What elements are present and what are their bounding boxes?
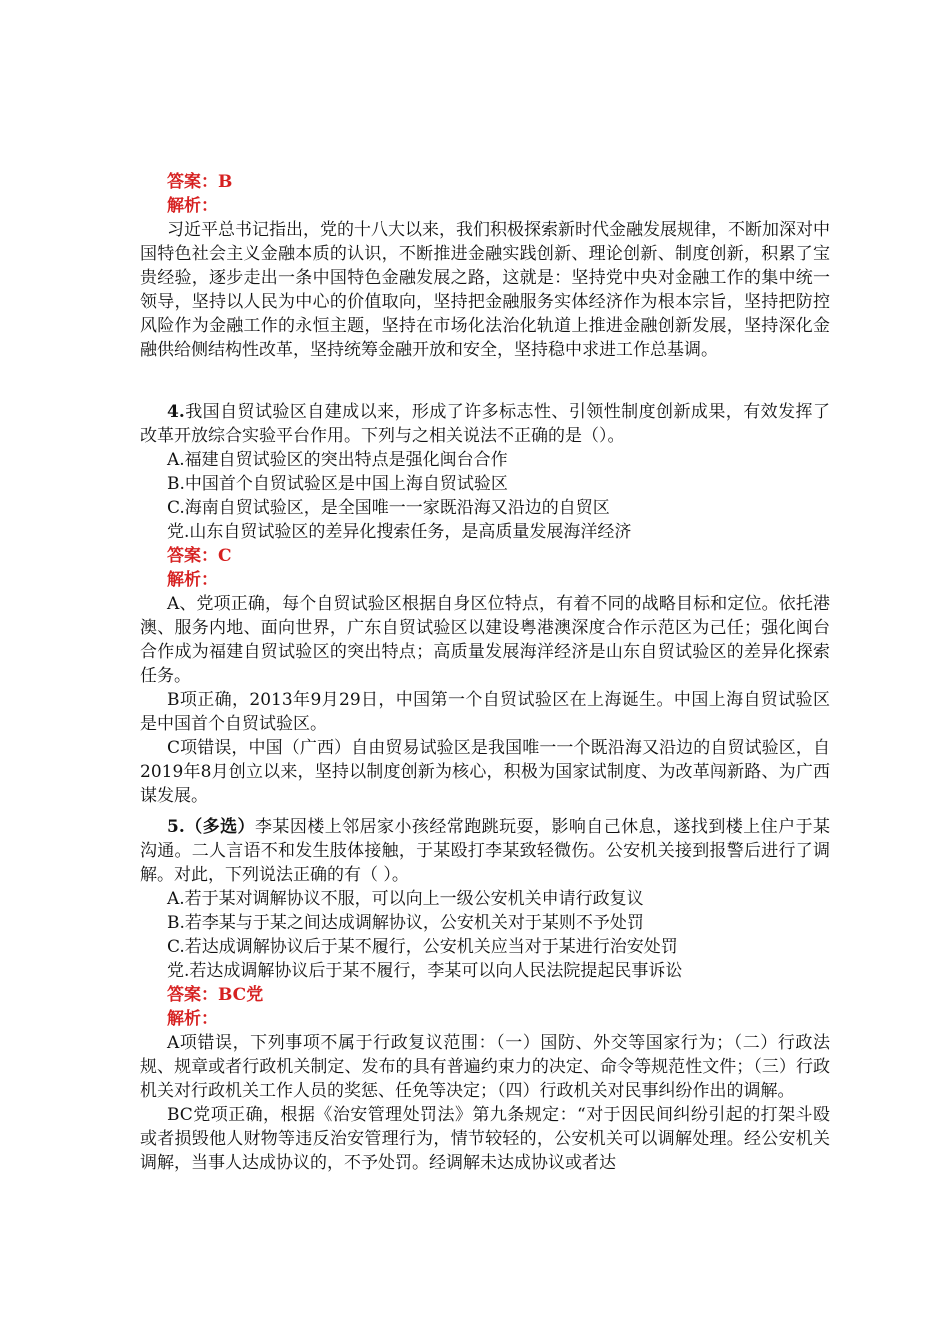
q4-option-c: C.海南自贸试验区，是全国唯一一家既沿海又沿边的自贸区 [167,498,610,518]
question-4 [140,400,830,808]
q3-answer-section [140,170,830,362]
q4-number: 4. [167,402,185,422]
q4-option-b: B.中国首个自贸试验区是中国上海自贸试验区 [167,474,508,494]
q4-stem [140,400,830,448]
q5-stem-text: 李某因楼上邻居家小孩经常跑跳玩耍，影响自己休息，遂找到楼上住户于某沟通。二人言语不和发生肢体接触，于某殴打李某致轻微伤。公安机关接到报警后进行了调解。对此，下列说法正确的有（ ）。 [140,817,831,885]
q5-option-c: C.若达成调解协议后于某不履行，公安机关应当对于某进行治安处罚 [167,937,678,957]
q4-analysis-para-a: A、党项正确，每个自贸试验区根据自身区位特点，有着不同的战略目标和定位。依托港澳、服务内地、面向世界，广东自贸试验区以建设粤港澳深度合作示范区为己任；强化闽台合作成为福建自贸试验区的突出特点；高质量发展海洋经济是山东自贸试验区的差异化探索任务。 [140,594,830,686]
q3-analysis-label: 解析： [167,196,218,216]
q5-tag: （多选） [184,817,255,837]
q5-analysis-label: 解析： [167,1009,218,1029]
q4-analysis-para-c: C项错误，中国（广西）自由贸易试验区是我国唯一一个既沿海又沿边的自贸试验区，自2019年8月创立以来，坚持以制度创新为核心，积极为国家试制度、为改革闯新路、为广西谋发展。 [140,738,830,806]
q4-answer: 答案：C [167,546,232,566]
q5-option-a: A.若于某对调解协议不服，可以向上一级公安机关申请行政复议 [167,889,644,909]
q3-analysis-text: 习近平总书记指出，党的十八大以来，我们积极探索新时代金融发展规律，不断加深对中国特色社会主义金融本质的认识，不断推进金融实践创新、理论创新、制度创新，积累了宝贵经验，逐步走出一条中国特色金融发展之路，这就是：坚持党中央对金融工作的集中统一领导，坚持以人民为中心的价值取向，坚持把金融服务实体经济作为根本宗旨，坚持把防控风险作为金融工作的永恒主题，坚持在市场化法治化轨道上推进金融创新发展，坚持深化金融供给侧结构性改革，坚持统筹金融开放和安全，坚持稳中求进工作总基调。 [140,220,830,360]
q4-option-d: 党.山东自贸试验区的差异化搜索任务，是高质量发展海洋经济 [167,522,632,542]
q4-analysis-para-b: B项正确，2013年9月29日，中国第一个自贸试验区在上海诞生。中国上海自贸试验区是中国首个自贸试验区。 [140,690,830,734]
q4-analysis-label: 解析： [167,570,218,590]
q4-option-a: A.福建自贸试验区的突出特点是强化闽台合作 [167,450,508,470]
q5-number: 5. [167,817,185,837]
q5-option-d: 党.若达成调解协议后于某不履行，李某可以向人民法院提起民事诉讼 [167,961,683,981]
q4-stem-text: 我国自贸试验区自建成以来，形成了许多标志性、引领性制度创新成果，有效发挥了改革开放综合实验平台作用。下列与之相关说法不正确的是（）。 [140,402,830,446]
q5-answer: 答案：BC党 [167,985,264,1005]
q5-analysis-para-a: A项错误，下列事项不属于行政复议范围：（一）国防、外交等国家行为；（二）行政法规、规章或者行政机关制定、发布的具有普遍约束力的决定、命令等规范性文件；（三）行政机关对行政机关工作人员的奖惩、任免等决定；（四）行政机关对民事纠纷作出的调解。 [140,1033,830,1101]
q5-option-b: B.若李某与于某之间达成调解协议，公安机关对于某则不予处罚 [167,913,644,933]
question-5 [140,815,830,1175]
q5-stem [140,815,830,887]
q3-answer: 答案：B [167,172,233,192]
q5-analysis-para-bcd: BC党项正确，根据《治安管理处罚法》第九条规定：“对于因民间纠纷引起的打架斗殴或者损毁他人财物等违反治安管理行为，情节较轻的，公安机关可以调解处理。经公安机关调解，当事人达成协议的，不予处罚。经调解未达成协议或者达 [140,1105,830,1173]
